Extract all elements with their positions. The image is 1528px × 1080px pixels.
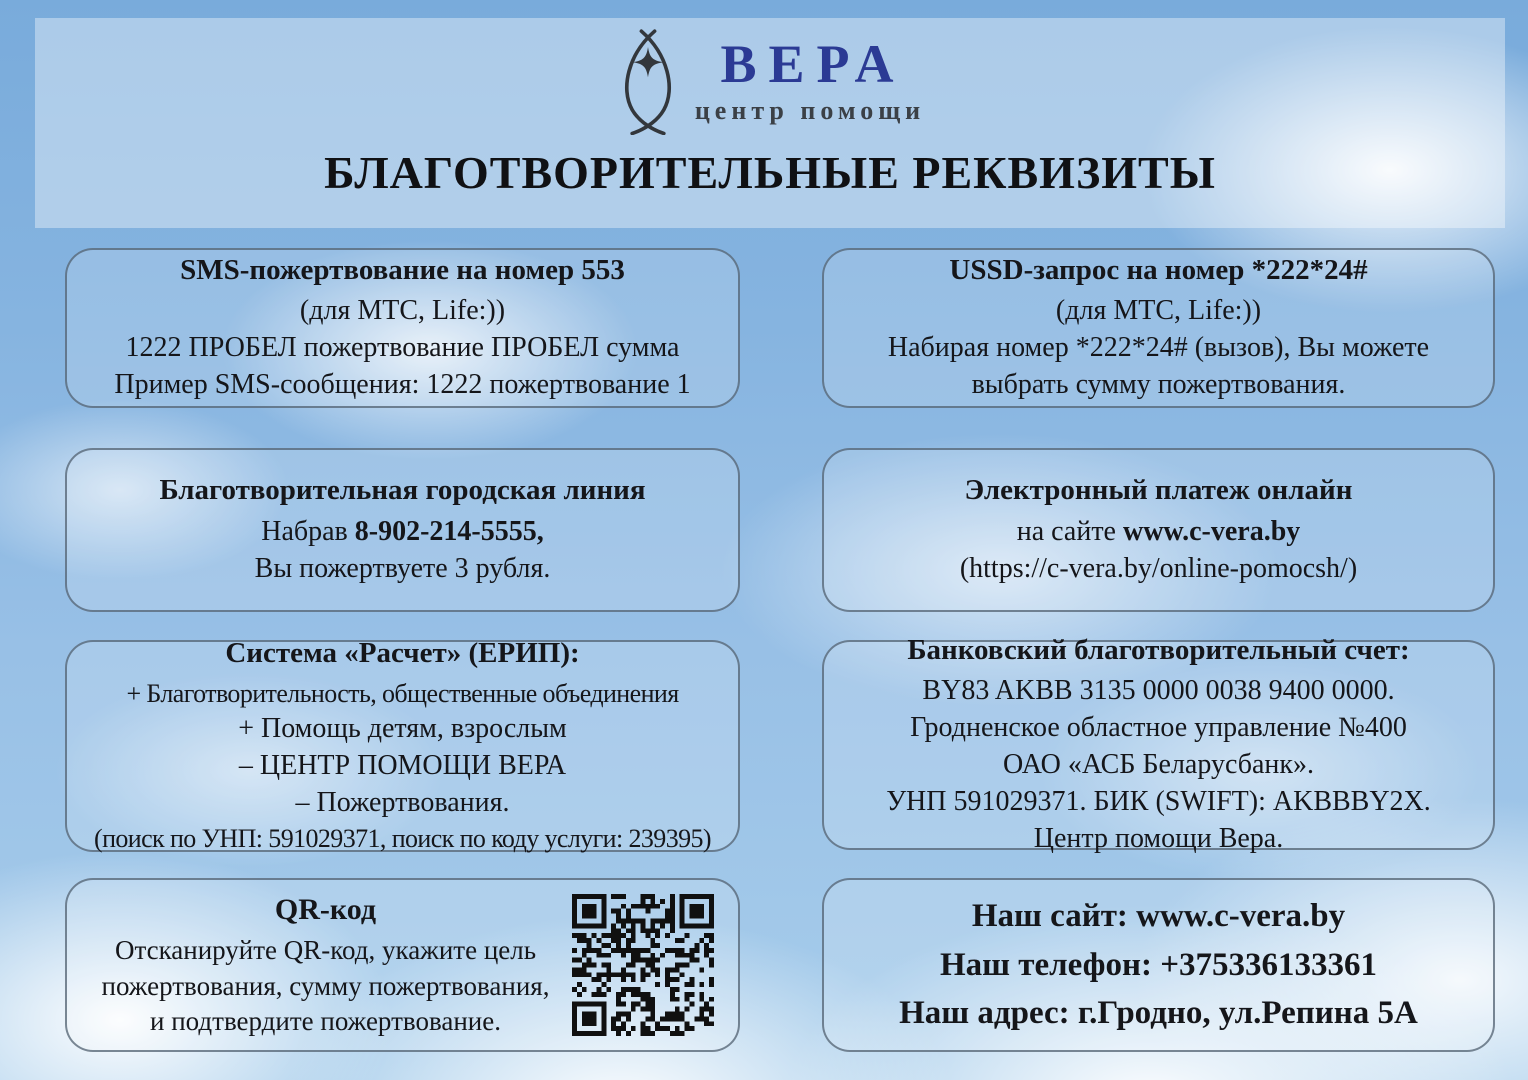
card-online-line-prefix: на сайте [1016, 515, 1123, 547]
card-qr-title: QR-код [274, 893, 377, 927]
card-bank-title: Банковский благотворительный счет: [907, 633, 1410, 666]
logo-title: ВЕРА [720, 34, 906, 95]
card-ussd-line: выбрать сумму пожертвования. [971, 369, 1346, 401]
logo-text [694, 34, 926, 126]
card-qr-line: Отсканируйте QR-код, укажите цель [114, 935, 537, 966]
card-contacts [822, 878, 1495, 1052]
contact-address: Наш адрес: г.Гродно, ул.Репина 5А [899, 995, 1418, 1032]
card-bank-line: Центр помощи Вера. [1033, 823, 1284, 855]
card-qr-code [65, 878, 740, 1052]
card-qr-line: и подтвердите пожертвование. [150, 1006, 501, 1037]
header-band [35, 18, 1505, 228]
card-charity-phone-line [65, 448, 740, 612]
card-sms-line: Пример SMS-сообщения: 1222 пожертвование 1 [114, 369, 691, 401]
card-city-title: Благотворительная городская линия [159, 474, 646, 507]
card-sms-donation [65, 248, 740, 408]
card-sms-line: (для МТС, Life:)) [299, 295, 506, 327]
card-ussd-request [822, 248, 1495, 408]
website-url: www.c-vera.by [1122, 515, 1301, 547]
card-erip-line: + Помощь детям, взрослым [238, 713, 567, 745]
contact-phone: Наш телефон: +375336133361 [939, 946, 1378, 983]
card-city-line [261, 514, 544, 551]
card-erip-line: – Пожертвования. [295, 787, 510, 819]
card-erip-line: – ЦЕНТР ПОМОЩИ ВЕРА [238, 750, 567, 782]
card-ussd-title: USSD-запрос на номер *222*24# [949, 253, 1368, 286]
card-qr-line: пожертвования, сумму пожертвования, [101, 970, 550, 1001]
card-city-line: Вы пожертвуете 3 рубля. [254, 552, 551, 584]
contact-site: Наш сайт: www.c-vera.by [971, 898, 1346, 935]
fish-with-star-icon [615, 29, 681, 135]
card-bank-line: УНП 591029371. БИК (SWIFT): AKBBBY2X. [886, 786, 1431, 818]
card-sms-title: SMS-пожертвование на номер 553 [180, 253, 625, 286]
card-bank-line: Гродненское областное управление №400 [910, 712, 1407, 744]
card-online-title: Электронный платеж онлайн [964, 474, 1353, 507]
card-ussd-line: Набирая номер *222*24# (вызов), Вы можете [887, 332, 1430, 364]
card-online-payment [822, 448, 1495, 612]
card-erip-line: + Благотворительность, общественные объединения [126, 679, 679, 709]
card-sms-line: 1222 ПРОБЕЛ пожертвование ПРОБЕЛ сумма [125, 332, 680, 364]
qr-code [572, 894, 714, 1036]
charity-phone-number: 8-902-214-5555, [354, 515, 544, 547]
card-city-line-prefix: Набрав [261, 515, 355, 547]
online-payment-link: (https://c-vera.by/online-pomocsh/) [959, 552, 1358, 584]
card-ussd-line: (для МТС, Life:)) [1055, 295, 1262, 327]
card-bank-account [822, 633, 1495, 855]
card-online-line [1017, 514, 1301, 551]
card-erip-title: Система «Расчет» (ЕРИП): [225, 637, 580, 670]
card-erip-line: (поиск по УНП: 591029371, поиск по коду услуги: 239395) [94, 824, 711, 854]
page-title: БЛАГОТВОРИТЕЛЬНЫЕ РЕКВИЗИТЫ [324, 147, 1216, 198]
logo [615, 26, 925, 138]
card-erip-system [65, 637, 740, 854]
card-qr-textblock [91, 890, 560, 1040]
logo-subtitle: центр помощи [694, 96, 926, 126]
bank-account-number: BY83 AKBB 3135 0000 0038 9400 0000. [922, 675, 1395, 707]
card-bank-line: ОАО «АСБ Беларусбанк». [1002, 749, 1315, 781]
